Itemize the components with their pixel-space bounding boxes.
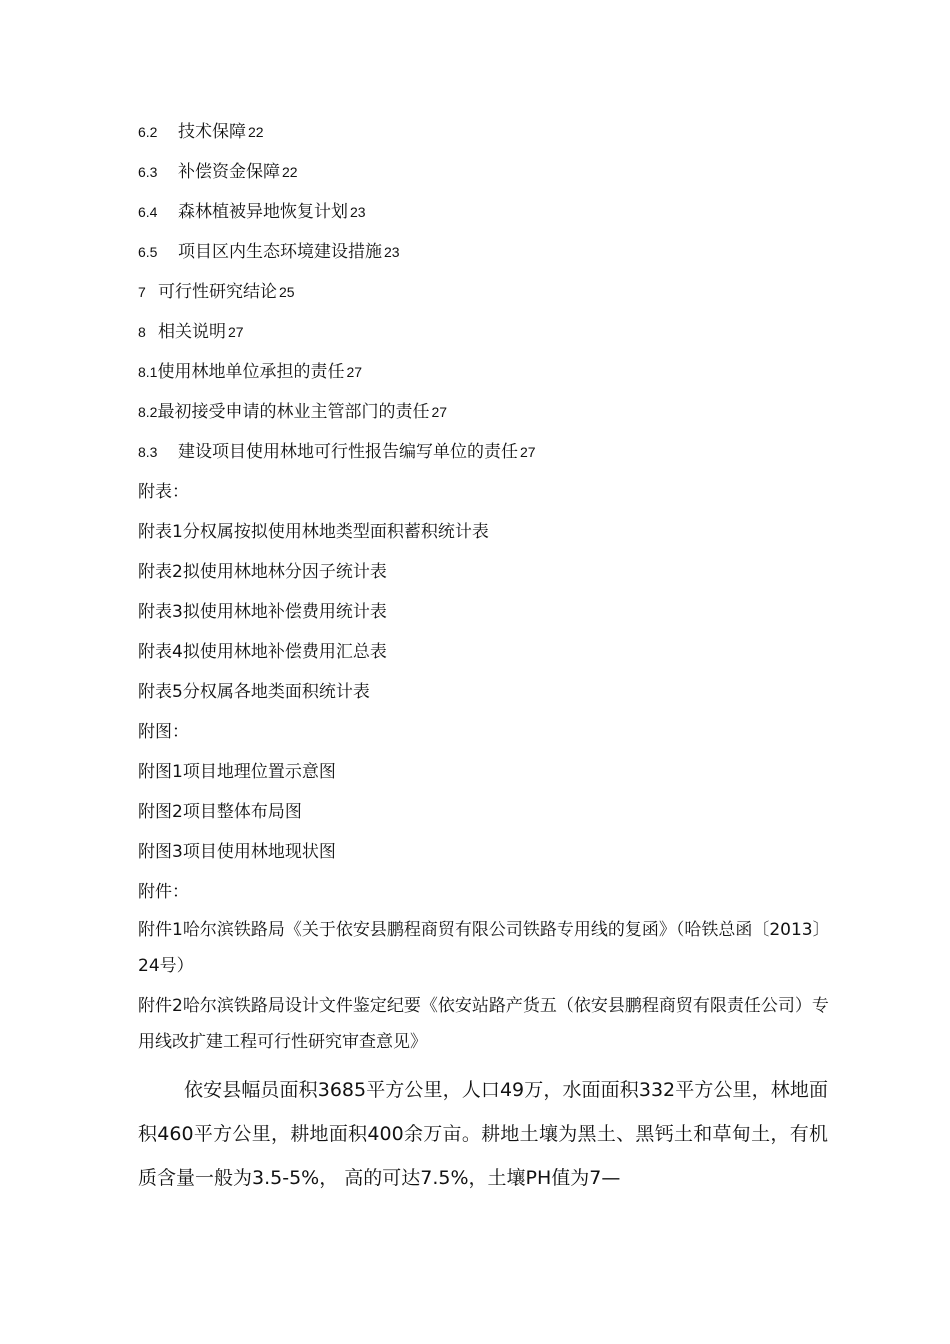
toc-title: 森林植被异地恢复计划 <box>178 202 348 222</box>
appendix-table-item: 附表3拟使用林地补偿费用统计表 <box>138 602 387 622</box>
toc-number: 8.1 <box>138 364 158 380</box>
appendix-table-item: 附表2拟使用林地林分因子统计表 <box>138 562 387 582</box>
toc-number: 6.4 <box>138 204 158 220</box>
appendix-figure-item: 附图3项目使用林地现状图 <box>138 842 336 862</box>
attachments-heading: 附件： <box>138 882 189 902</box>
toc-page: 27 <box>520 444 536 460</box>
toc-title: 补偿资金保障 <box>178 162 280 182</box>
toc-number: 6.2 <box>138 124 158 140</box>
toc-page: 22 <box>248 124 264 140</box>
toc-title: 相关说明 <box>158 322 226 342</box>
appendix-table-item: 附表4拟使用林地补偿费用汇总表 <box>138 642 387 662</box>
toc-title: 技术保障 <box>178 122 246 142</box>
appendix-tables-heading: 附表： <box>138 482 189 502</box>
toc-page: 27 <box>346 364 363 380</box>
toc-title: 最初接受申请的林业主管部门的责任 <box>157 402 430 422</box>
toc-number: 6.3 <box>138 164 158 180</box>
toc-entry <box>138 272 838 312</box>
attachment-item: 附件1哈尔滨铁路局《关于依安县鹏程商贸有限公司铁路专用线的复函》（哈铁总函〔2013〕24号） <box>138 920 830 976</box>
appendix-figures-heading: 附图： <box>138 722 189 742</box>
toc-entry <box>138 352 838 392</box>
toc-title: 使用林地单位承担的责任 <box>157 362 345 382</box>
toc-page: 25 <box>279 284 295 300</box>
attachment-item: 附件2哈尔滨铁路局设计文件鉴定纪要《依安站路产货五（依安县鹏程商贸有限责任公司）专用线改扩建工程可行性研究审查意见》 <box>138 996 829 1052</box>
toc-entry <box>138 152 838 192</box>
toc-page: 27 <box>228 324 244 340</box>
appendix-figure-item: 附图1项目地理位置示意图 <box>138 762 336 782</box>
toc-page: 27 <box>431 404 448 420</box>
toc-number: 8.2 <box>138 404 158 420</box>
body-paragraph: 依安县幅员面积3685平方公里，人口49万，水面面积332平方公里，林地面积460平方公里，耕地面积400余万亩。耕地土壤为黑土、黑钙土和草甸土，有机质含量一般为3.5-5%， 高的可达7.5%，土壤PH值为7— <box>138 1079 828 1189</box>
toc-page: 22 <box>282 164 298 180</box>
table-of-contents <box>138 112 838 1064</box>
toc-number: 8.3 <box>138 444 158 460</box>
appendix-figure-item: 附图2项目整体布局图 <box>138 802 302 822</box>
toc-title: 可行性研究结论 <box>158 282 277 302</box>
toc-entry <box>138 392 838 432</box>
toc-entry <box>138 232 838 272</box>
toc-entry <box>138 192 838 232</box>
toc-entry <box>138 112 838 152</box>
toc-entry <box>138 312 838 352</box>
appendix-table-item: 附表5分权属各地类面积统计表 <box>138 682 370 702</box>
toc-number: 7 <box>138 284 146 300</box>
appendix-table-item: 附表1分权属按拟使用林地类型面积蓄积统计表 <box>138 522 489 542</box>
toc-number: 6.5 <box>138 244 158 260</box>
toc-entry <box>138 432 838 472</box>
toc-page: 23 <box>350 204 366 220</box>
toc-title: 项目区内生态环境建设措施 <box>178 242 382 262</box>
toc-page: 23 <box>384 244 400 260</box>
toc-number: 8 <box>138 324 146 340</box>
toc-title: 建设项目使用林地可行性报告编写单位的责任 <box>178 442 518 462</box>
